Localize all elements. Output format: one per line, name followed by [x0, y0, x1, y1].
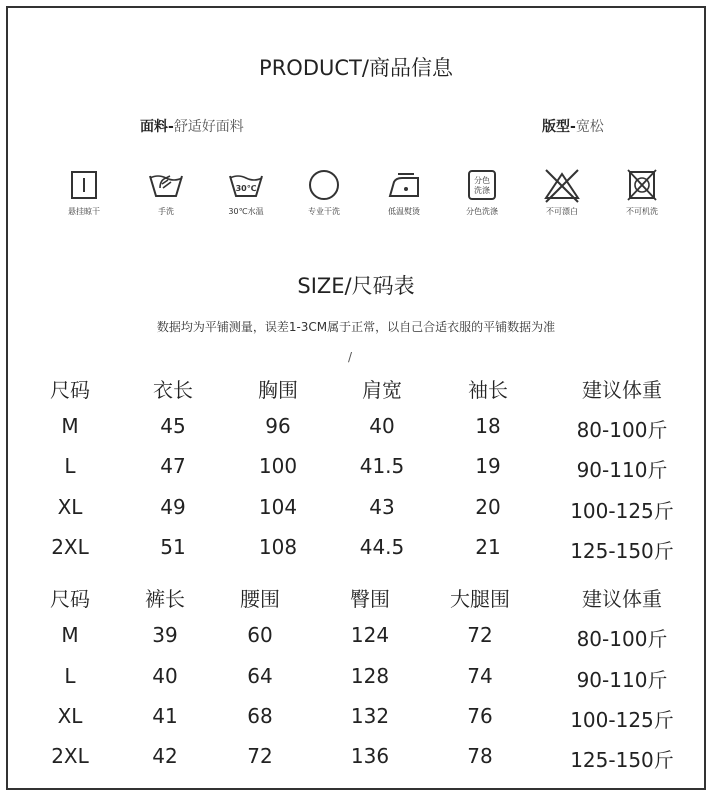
- header-cell: 臀围: [350, 587, 390, 611]
- size-cell: XL: [57, 704, 83, 728]
- value-cell: 96: [265, 414, 291, 438]
- material-value: 舒适好面料: [173, 119, 244, 135]
- value-cell: 40: [369, 414, 395, 438]
- table-row: [0, 414, 712, 444]
- table-row: [0, 704, 712, 734]
- value-cell: 78: [467, 744, 493, 768]
- no-bleach-icon: [542, 168, 582, 204]
- value-cell: 39: [152, 623, 178, 647]
- value-cell: 19: [475, 454, 501, 478]
- value-cell: 132: [350, 704, 390, 728]
- weight-cell: 80-100斤: [576, 418, 668, 442]
- size-cell: 2XL: [51, 744, 89, 768]
- weight-cell: 90-110斤: [576, 668, 668, 692]
- header-cell: 肩宽: [362, 378, 402, 402]
- value-cell: 41.5: [359, 454, 405, 478]
- value-cell: 20: [475, 495, 501, 519]
- material-label: 面料-: [140, 119, 174, 135]
- header-cell: 胸围: [258, 378, 298, 402]
- value-cell: 108: [258, 535, 298, 559]
- value-cell: 40: [152, 664, 178, 688]
- header-cell: 衣长: [153, 378, 193, 402]
- size-cell: L: [64, 664, 76, 688]
- product-title: PRODUCT/商品信息: [259, 56, 453, 80]
- separate-wash-icon: [462, 168, 502, 204]
- value-cell: 45: [160, 414, 186, 438]
- fit-info: [542, 116, 604, 136]
- value-cell: 72: [247, 744, 273, 768]
- table-header-row: [0, 583, 712, 613]
- care-label: 悬挂晾干: [68, 207, 100, 216]
- care-dry-clean: [294, 168, 354, 217]
- value-cell: 136: [350, 744, 390, 768]
- table-row: [0, 744, 712, 774]
- value-cell: 128: [350, 664, 390, 688]
- care-label: 低温熨烫: [388, 207, 420, 216]
- size-cell: M: [61, 414, 79, 438]
- care-label: 不可机洗: [626, 207, 658, 216]
- weight-cell: 100-125斤: [570, 708, 674, 732]
- care-label: 分色洗涤: [466, 207, 498, 216]
- size-cell: 2XL: [51, 535, 89, 559]
- care-label: 手洗: [158, 207, 174, 216]
- care-hand-wash: [136, 168, 196, 217]
- separator-mark: /: [348, 350, 353, 364]
- care-wash-30: [216, 168, 276, 217]
- table-row: [0, 535, 712, 565]
- header-cell: 建议体重: [582, 587, 662, 611]
- fit-label: 版型-: [542, 119, 576, 135]
- value-cell: 18: [475, 414, 501, 438]
- size-cell: L: [64, 454, 76, 478]
- care-label: 不可漂白: [546, 207, 578, 216]
- value-cell: 47: [160, 454, 186, 478]
- value-cell: 76: [467, 704, 493, 728]
- value-cell: 100: [258, 454, 298, 478]
- low-iron-icon: [384, 168, 424, 204]
- value-cell: 42: [152, 744, 178, 768]
- wash-30-icon: [226, 168, 266, 204]
- value-cell: 74: [467, 664, 493, 688]
- value-cell: 104: [258, 495, 298, 519]
- size-cell: M: [61, 623, 79, 647]
- separate-text-1: 分色: [474, 176, 490, 185]
- care-separate-wash: [452, 168, 512, 217]
- header-cell: 尺码: [50, 378, 90, 402]
- size-cell: XL: [57, 495, 83, 519]
- care-label: 专业干洗: [308, 207, 340, 216]
- care-label: 30℃水温: [228, 207, 264, 216]
- care-no-machine-wash: [612, 168, 672, 217]
- measurement-note: 数据均为平铺测量，误差1-3CM属于正常，以自己合适衣服的平铺数据为准: [156, 320, 556, 334]
- value-cell: 41: [152, 704, 178, 728]
- weight-cell: 125-150斤: [570, 539, 674, 563]
- weight-cell: 80-100斤: [576, 627, 668, 651]
- value-cell: 51: [160, 535, 186, 559]
- header-cell: 腰围: [240, 587, 280, 611]
- value-cell: 44.5: [359, 535, 405, 559]
- header-cell: 大腿围: [450, 587, 510, 611]
- weight-cell: 90-110斤: [576, 458, 668, 482]
- table-row: [0, 623, 712, 653]
- no-machine-wash-icon: [622, 168, 662, 204]
- header-cell: 建议体重: [582, 378, 662, 402]
- wash-temp-text: 30℃: [235, 184, 257, 193]
- size-title: SIZE/尺码表: [297, 274, 415, 298]
- value-cell: 60: [247, 623, 273, 647]
- value-cell: 49: [160, 495, 186, 519]
- value-cell: 64: [247, 664, 273, 688]
- hang-dry-icon: [64, 168, 104, 204]
- table-header-row: [0, 374, 712, 404]
- care-hang-dry: [54, 168, 114, 217]
- value-cell: 43: [369, 495, 395, 519]
- weight-cell: 100-125斤: [570, 499, 674, 523]
- value-cell: 124: [350, 623, 390, 647]
- fit-value: 宽松: [575, 119, 604, 135]
- value-cell: 68: [247, 704, 273, 728]
- value-cell: 72: [467, 623, 493, 647]
- dry-clean-icon: [304, 168, 344, 204]
- hand-wash-icon: [146, 168, 186, 204]
- table-row: [0, 454, 712, 484]
- care-low-iron: [374, 168, 434, 217]
- care-no-bleach: [532, 168, 592, 217]
- separate-text-2: 洗涤: [474, 186, 490, 195]
- table-row: [0, 664, 712, 694]
- weight-cell: 125-150斤: [570, 748, 674, 772]
- table-row: [0, 495, 712, 525]
- header-cell: 袖长: [468, 378, 508, 402]
- material-info: [140, 116, 244, 136]
- value-cell: 21: [475, 535, 501, 559]
- header-cell: 裤长: [145, 587, 185, 611]
- header-cell: 尺码: [50, 587, 90, 611]
